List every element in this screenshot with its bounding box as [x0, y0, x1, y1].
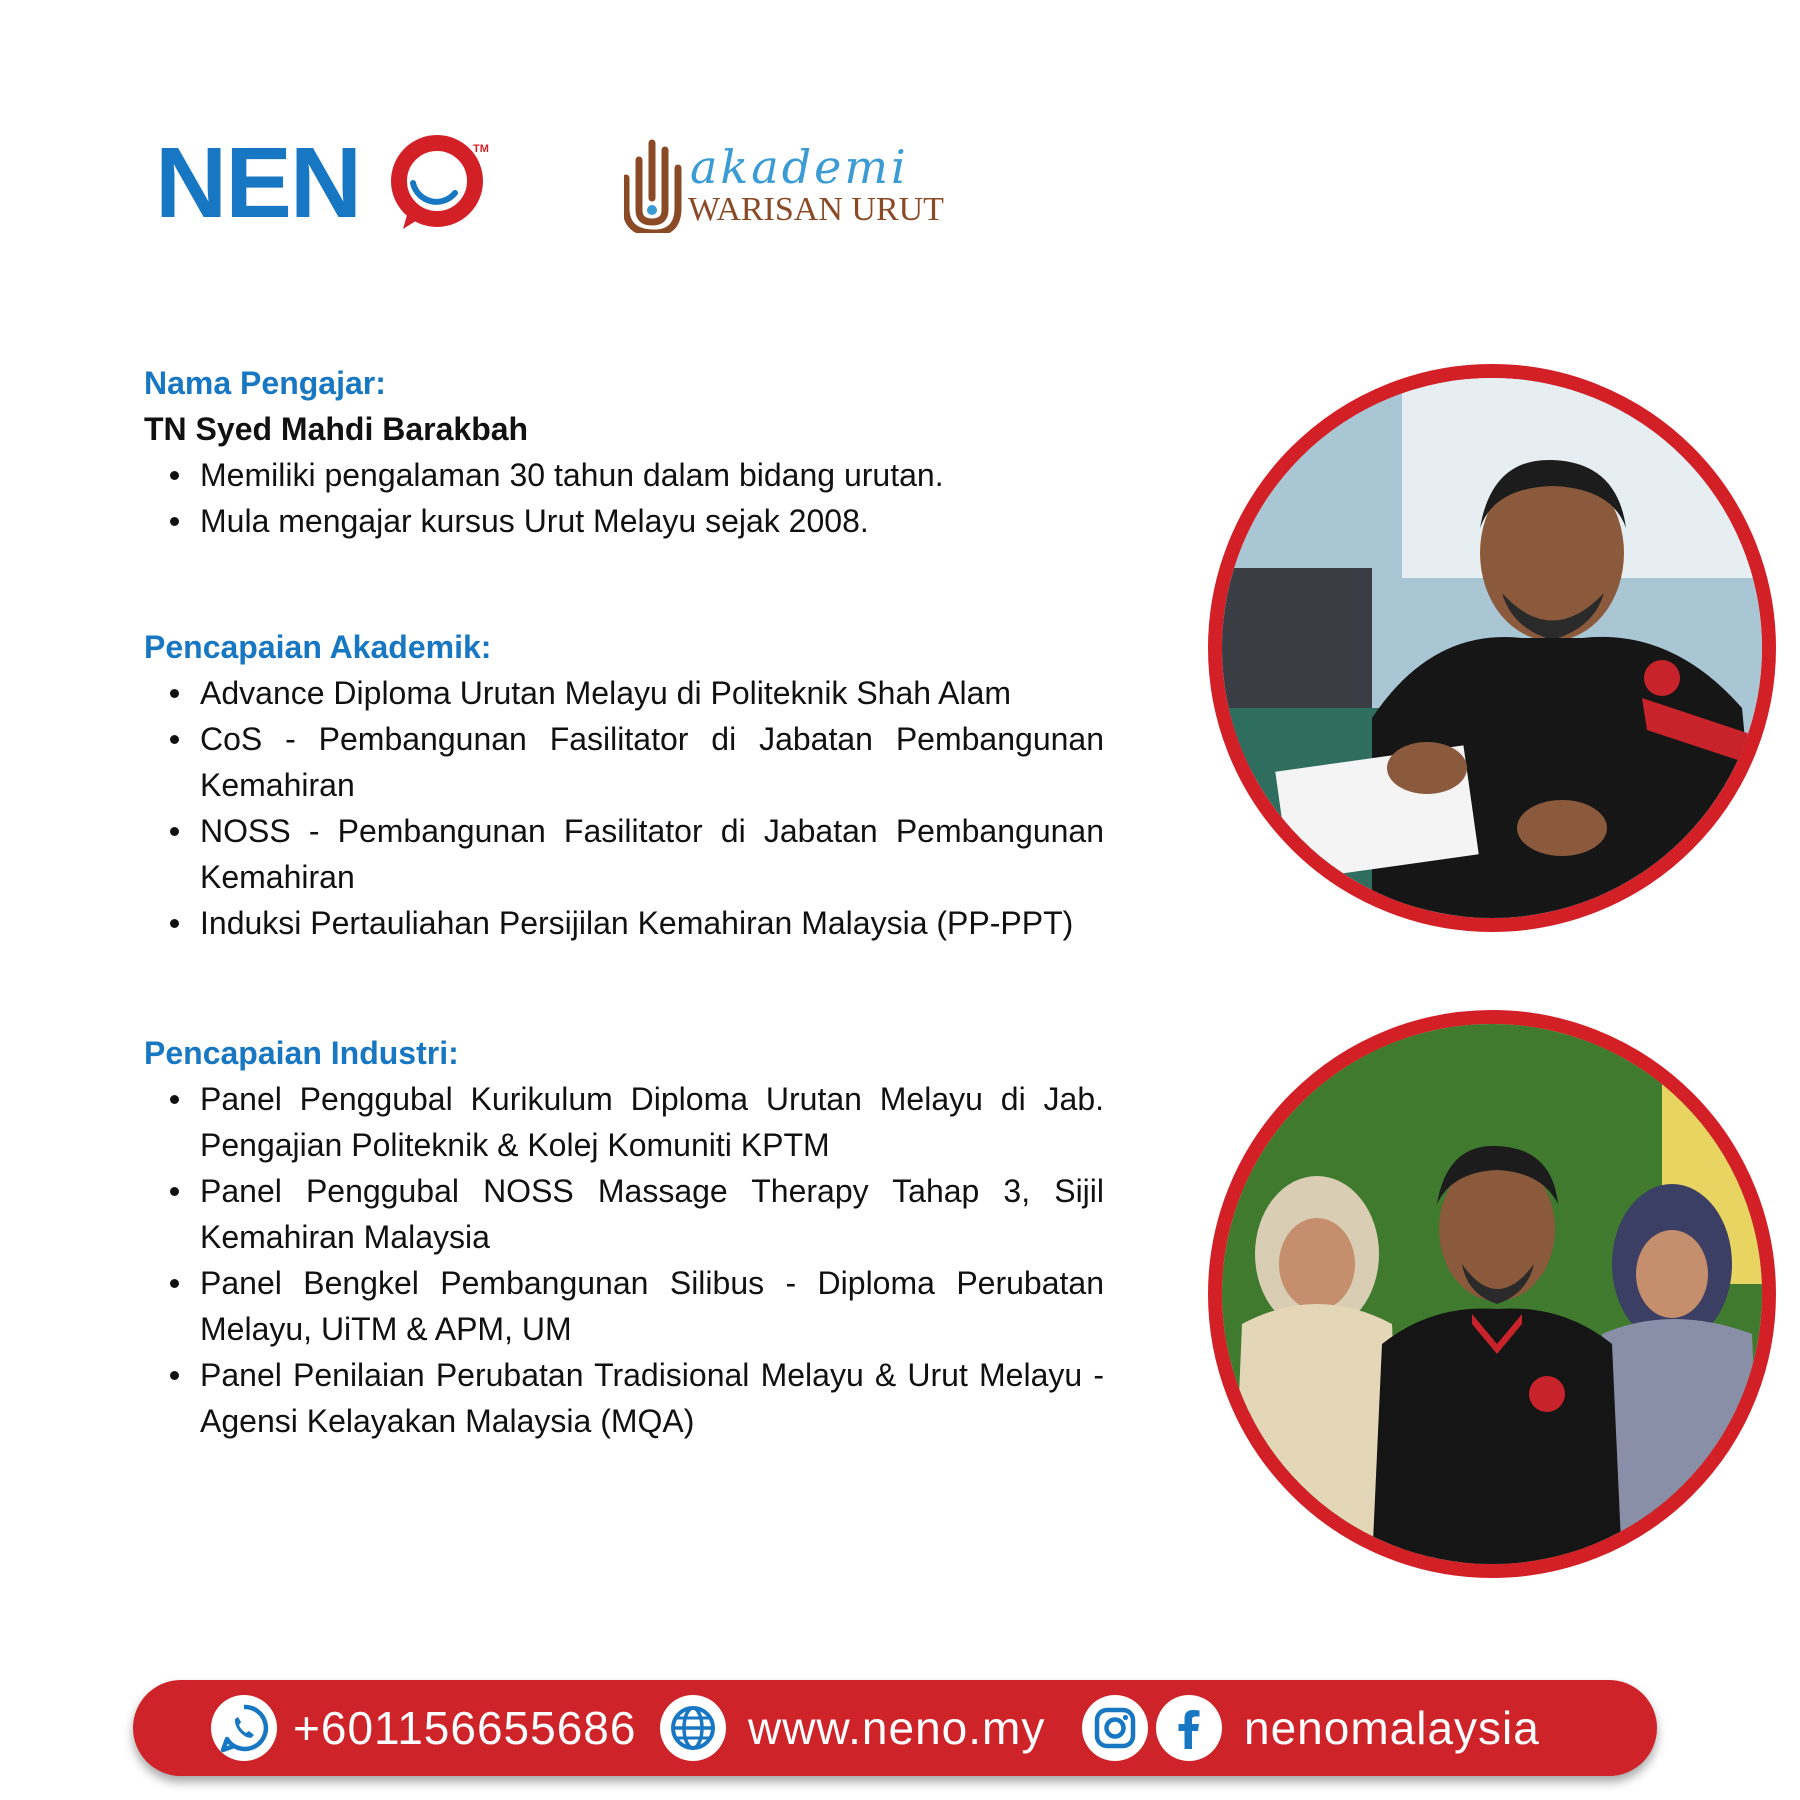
instructor-heading: Nama Pengajar: — [144, 365, 386, 401]
list-item: Panel Penggubal NOSS Massage Therapy Tahap 3, Sijil Kemahiran Malaysia — [200, 1168, 1104, 1260]
website-link[interactable] — [660, 1680, 1045, 1776]
list-item: Panel Penggubal Kurikulum Diploma Urutan Melayu di Jab. Pengajian Politeknik & Kolej Komuniti KPTM — [200, 1076, 1104, 1168]
neno-logo-text: NEN — [155, 135, 361, 230]
social-handle: nenomalaysia — [1244, 1702, 1540, 1754]
instagram-icon[interactable] — [1082, 1695, 1148, 1761]
svg-text:WARISAN URUT: WARISAN URUT — [688, 191, 944, 228]
facebook-icon[interactable] — [1156, 1695, 1222, 1761]
phone-contact[interactable] — [211, 1680, 636, 1776]
industry-heading: Pencapaian Industri: — [144, 1035, 459, 1071]
content-column — [144, 360, 1104, 1444]
contact-footer — [133, 1680, 1657, 1776]
list-item: Panel Bengkel Pembangunan Silibus - Diploma Perubatan Melayu, UiTM & APM, UM — [200, 1260, 1104, 1352]
list-item: Mula mengajar kursus Urut Melayu sejak 2008. — [200, 498, 1104, 544]
list-item: NOSS - Pembangunan Fasilitator di Jabatan Pembangunan Kemahiran — [200, 808, 1104, 900]
hand-icon — [626, 143, 678, 233]
industry-list — [144, 1076, 1104, 1444]
website-url: www.neno.my — [748, 1702, 1046, 1754]
neno-logo-o-mark — [399, 143, 475, 229]
list-item: Panel Penilaian Perubatan Tradisional Melayu & Urut Melayu - Agensi Kelayakan Malaysia (MQA) — [200, 1352, 1104, 1444]
social-links[interactable] — [1082, 1680, 1540, 1776]
svg-text:akademi: akademi — [690, 140, 909, 194]
globe-icon — [660, 1695, 726, 1761]
list-item: CoS - Pembangunan Fasilitator di Jabatan Pembangunan Kemahiran — [200, 716, 1104, 808]
akademi-warisan-urut-logo — [624, 138, 964, 233]
instructor-list — [144, 452, 1104, 544]
academic-list — [144, 670, 1104, 946]
instructor-photo — [1208, 364, 1776, 932]
group-photo — [1208, 1010, 1776, 1578]
instructor-name: TN Syed Mahdi Barakbah — [144, 411, 529, 447]
academic-heading: Pencapaian Akademik: — [144, 629, 492, 665]
whatsapp-icon — [211, 1695, 277, 1761]
list-item: Memiliki pengalaman 30 tahun dalam bidang urutan. — [200, 452, 1104, 498]
neno-logo-tm: TM — [473, 143, 489, 155]
list-item: Advance Diploma Urutan Melayu di Politeknik Shah Alam — [200, 670, 1104, 716]
phone-number: +601156655686 — [293, 1702, 637, 1754]
neno-logo — [155, 135, 489, 230]
list-item: Induksi Pertauliahan Persijilan Kemahiran Malaysia (PP-PPT) — [200, 900, 1104, 946]
